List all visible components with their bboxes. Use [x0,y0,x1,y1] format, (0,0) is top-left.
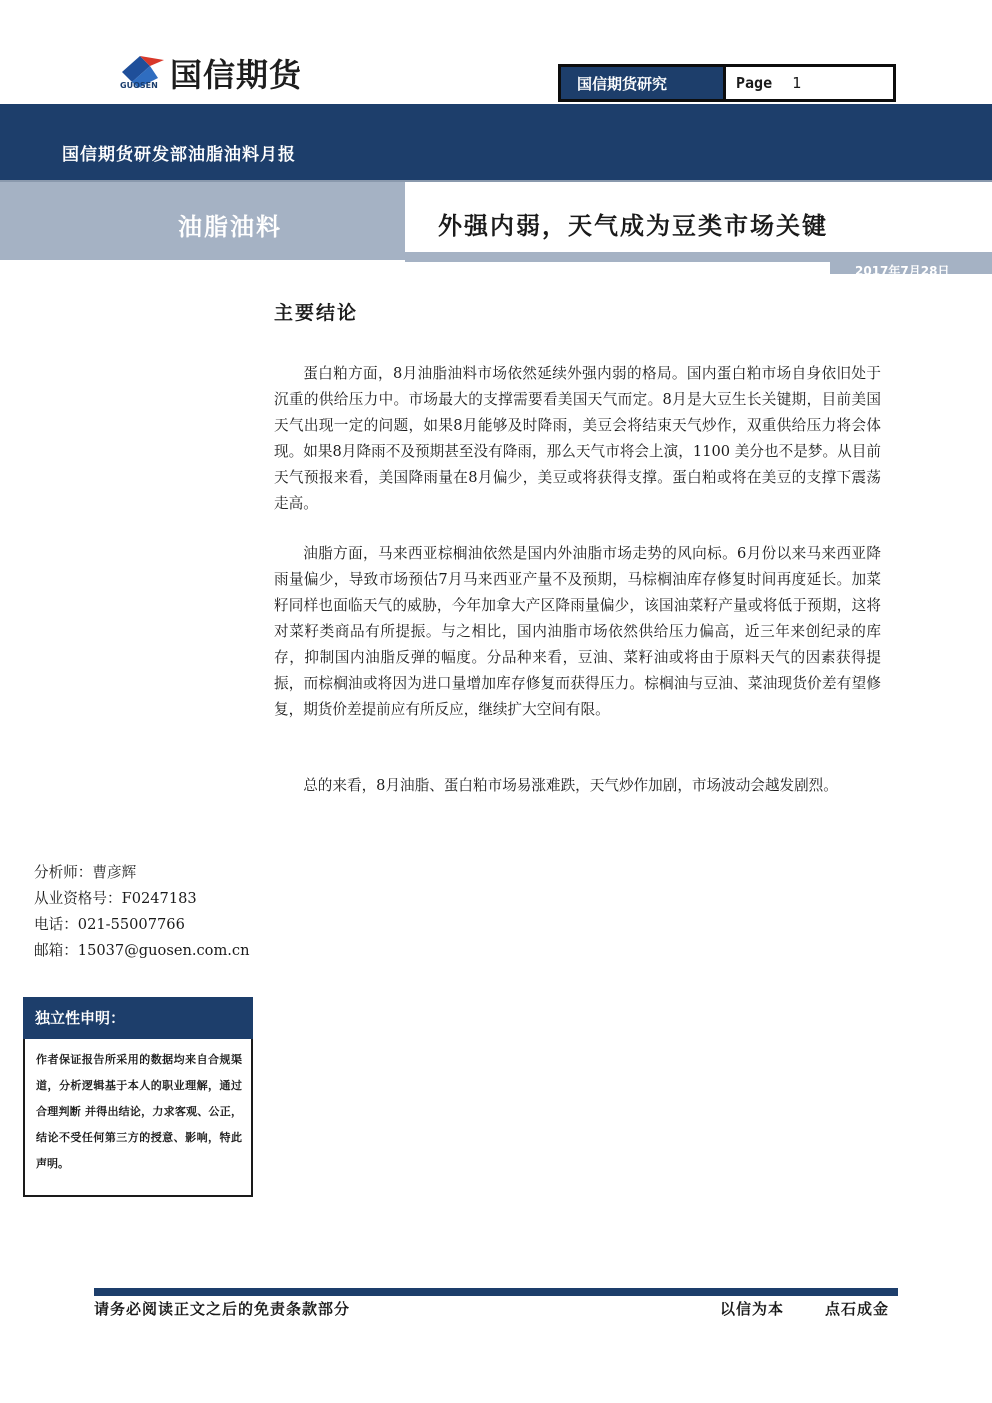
declaration-body: 作者保证报告所采用的数据均来自合规渠道，分析逻辑基于本人的职业理解，通过合理判断 并得出结论，力求客观、公正，结论不受任何第三方的授意、影响，特此声明。 [36,1053,242,1170]
footer-disclaimer-note: 请务必阅读正文之后的免责条款部分 [94,1300,351,1318]
paragraph-summary: 总的来看，8月油脂、蛋白粕市场易涨难跌，天气炒作加剧，市场波动会越发剧烈。 [303,777,838,794]
report-headline: 外强内弱，天气成为豆类市场关键 [438,211,828,240]
research-label-box [558,64,726,102]
footer-slogan-1: 以信为本 [720,1300,785,1318]
section-title: 主要结论 [274,302,359,324]
page-indicator [726,64,896,102]
analyst-email: 邮箱：15037@guosen.com.cn [34,942,250,959]
page-label: Page [736,74,773,92]
footer-slogan-2: 点石成金 [825,1300,890,1318]
date-strip [405,252,992,262]
analyst-phone: 电话：021-55007766 [34,916,185,933]
paragraph-oil: 油脂方面，马来西亚棕榈油依然是国内外油脂市场走势的风向标。6月份以来马来西亚降雨量偏少，导致市场预估7月马来西亚产量不及预期，马棕榈油库存修复时间再度延长。加菜籽同样也面临天气的威胁，今年加拿大产区降雨量偏少，该国油菜籽产量或将低于预期，这将对菜籽类商品有所提振。与之相比，国内油脂市场依然供给压力偏高，近三年来创纪录的库存，抑制国内油脂反弹的幅度。分品种来看，豆油、菜籽油或将由于原料天气的因素获得提振，而棕榈油或将因为进口量增加库存修复而获得压力。棕榈油与豆油、菜油现货价差有望修复，期货价差提前应有所反应，继续扩大空间有限。 [274,545,881,718]
brand-sub: GUOSEN [120,81,158,90]
category-label: 油脂油料 [178,212,282,241]
report-date: 2017年7月28日 [855,264,950,278]
analyst-license: 从业资格号：F0247183 [34,890,197,907]
report-series-title: 国信期货研发部油脂油料月报 [62,145,296,165]
page-number: 1 [792,74,802,92]
brand-name: 国信期货 [170,56,303,94]
analyst-name: 分析师：曹彦辉 [34,864,137,881]
research-label: 国信期货研究 [577,74,668,93]
analyst-info [34,860,250,964]
paragraph-meal: 蛋白粕方面，8月油脂油料市场依然延续外强内弱的格局。国内蛋白粕市场自身依旧处于沉重的供给压力中。市场最大的支撑需要看美国天气而定。8月是大豆生长关键期，目前美国天气出现一定的问题，如果8月能够及时降雨，美豆会将结束天气炒作，双重供给压力将会体现。如果8月降雨不及预期甚至没有降雨，那么天气市将会上演，1100 美分也不是梦。从目前天气预报来看，美国降雨量在8月偏少，美豆或将获得支撑。蛋白粕或将在美豆的支撑下震荡走高。 [274,365,881,512]
declaration-title: 独立性申明： [23,997,253,1039]
footer-bar [94,1288,898,1296]
